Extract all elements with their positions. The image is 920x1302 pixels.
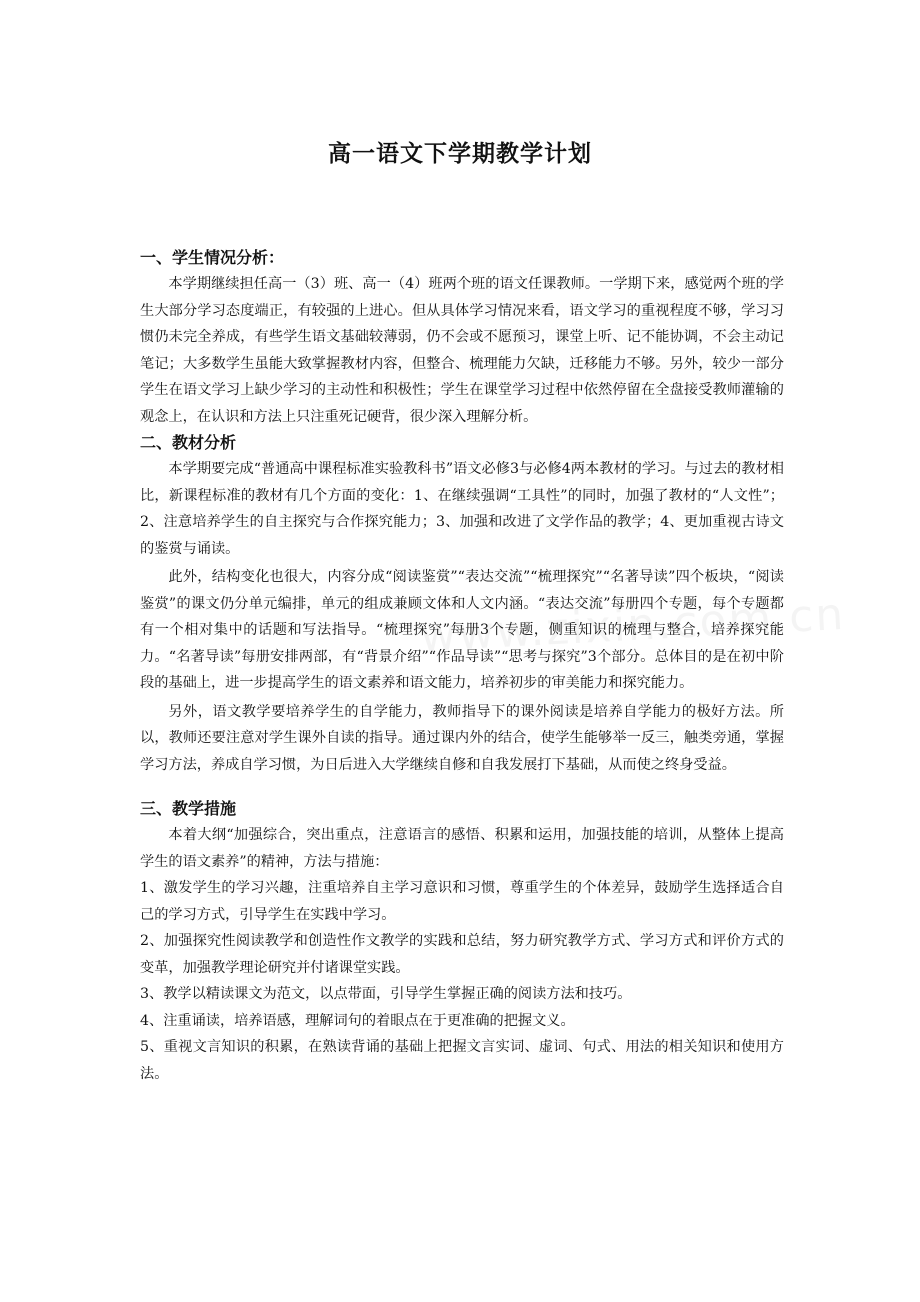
section-heading: 一、学生情况分析： (140, 248, 285, 267)
list-item: 1、激发学生的学习兴趣，注重培养自主学习意识和习惯，尊重学生的个体差异，鼓励学生选择适合自己的学习方式，引导学生在实践中学习。 (140, 880, 784, 923)
paragraph: 本着大纲“加强综合，突出重点，注意语言的感悟、积累和运用，加强技能的培训，从整体上提高学生的语文素养”的精神，方法与措施： (140, 827, 784, 870)
section-student-analysis (140, 245, 784, 430)
document-body (140, 245, 784, 1087)
list-item: 4、注重诵读，培养语感，理解词句的着眼点在于更准确的把握文义。 (140, 1012, 575, 1029)
paragraph: 本学期要完成“普通高中课程标准实验教科书”语文必修3与必修4两本教材的学习。与过去的教材相比，新课程标准的教材有几个方面的变化：1、在继续强调“工具性”的同时，加强了教材的“人文性”；2、注意培养学生的自主探究与合作探究能力；3、加强和改进了文学作品的教学；4、更加重视古诗文的鉴赏与诵读。 (140, 461, 784, 557)
list-item: 3、教学以精读课文为范文，以点带面，引导学生掌握正确的阅读方法和技巧。 (140, 986, 632, 1002)
section-heading: 二、教材分析 (140, 433, 237, 452)
section-heading: 三、教学措施 (140, 799, 237, 818)
paragraph: 此外，结构变化也很大，内容分成“阅读鉴赏”“表达交流”“梳理探究”“名著导读”四个板块，“阅读鉴赏”的课文仍分单元编排，单元的组成兼顾文体和人文内涵。“表达交流”每册四个专题，每个专题都有一个相对集中的话题和写法指导。“梳理探究”每册3个专题，侧重知识的梳理与整合，培养探究能力。“名著导读”每册安排两部，有“背景介绍”“作品导读”“思考与探究”3个部分。总体目的是在初中阶段的基础上，进一步提高学生的语文素养和语文能力，培养初步的审美能力和探究能力。 (140, 569, 784, 691)
section-textbook-analysis (140, 430, 784, 778)
list-item: 2、加强探究性阅读教学和创造性作文教学的实践和总结，努力研究教学方式、学习方式和评价方式的变革，加强教学理论研究并付诸课堂实践。 (140, 933, 784, 976)
section-teaching-measures (140, 796, 784, 1087)
paragraph: 本学期继续担任高一（3）班、高一（4）班两个班的语文任课教师。一学期下来，感觉两个班的学生大部分学习态度端正，有较强的上进心。但从具体学习情况来看，语文学习的重视程度不够，学习习惯仍未完全养成，有些学生语文基础较薄弱，仍不会或不愿预习，课堂上听、记不能协调，不会主动记笔记；大多数学生虽能大致掌握教材内容，但整合、梳理能力欠缺，迁移能力不够。另外，较少一部分学生在语文学习上缺少学习的主动性和积极性；学生在课堂学习过程中依然停留在全盘接受教师灌输的观念上，在认识和方法上只注重死记硬背，很少深入理解分析。 (140, 276, 784, 425)
list-item: 5、重视文言知识的积累，在熟读背诵的基础上把握文言实词、虚词、句式、用法的相关知识和使用方法。 (140, 1039, 784, 1082)
paragraph: 另外，语文教学要培养学生的自学能力，教师指导下的课外阅读是培养自学能力的极好方法。所以，教师还要注意对学生课外自读的指导。通过课内外的结合，使学生能够举一反三，触类旁通，掌握学习方法，养成自学习惯，为日后进入大学继续自修和自我发展打下基础，从而使之终身受益。 (140, 703, 784, 773)
document-title: 高一语文下学期教学计划 (328, 141, 592, 168)
